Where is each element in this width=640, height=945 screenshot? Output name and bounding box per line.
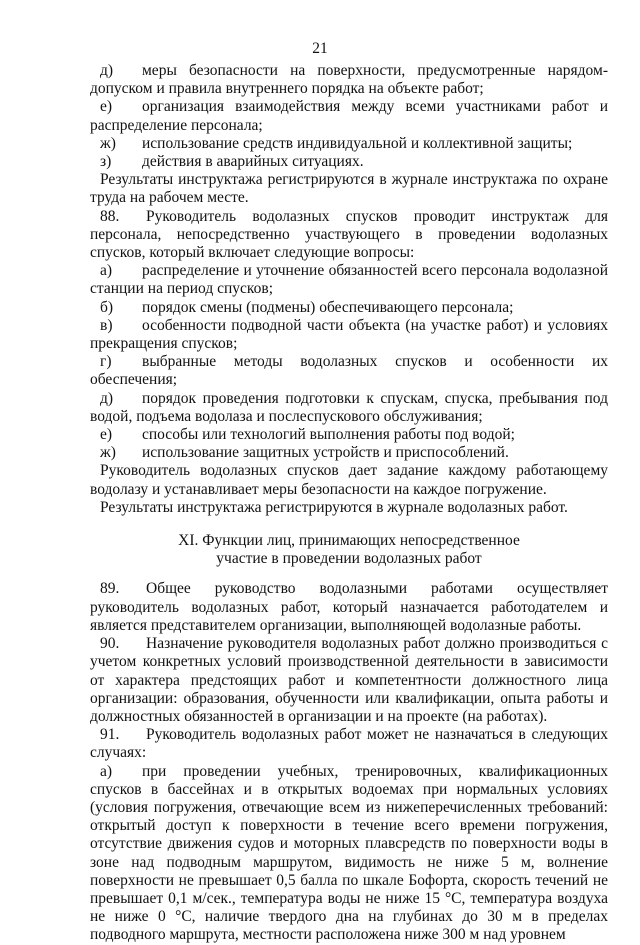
list-item-d: [90, 62, 608, 98]
list-item: [90, 262, 608, 298]
list-item-text: при проведении учебных, тренировочных, квалификационных спусков в бассейнах и в открытых водоемах при нормальных условиях (условия погружения, отвечающие всем из нижеперечисленных требований: открытый доступ к поверхности в течение всего времени погружения, отсутствие движения судов и моторных плавсредств по поверхности воды в зоне над подводным маршрутом, видимость не ниже 5 м, волнение поверхности не превышает 0,5 балла по шкале Бофорта, скорость течений не превышает 0,1 м/сек., температура воды не ниже 15 °С, температура воздуха не ниже 0 °С, наличие твердого дна на глубинах до 30 м в пределах подводного маршрута, местности расположена ниже 300 м над уровнем: [90, 762, 608, 944]
list-marker: ж): [100, 134, 116, 152]
paragraph-text: Руководитель водолазных спусков проводит инструктаж для персонала, непосредственно участвующего в проведении водолазных спусков, который включает следующие вопросы:: [90, 207, 608, 262]
list-item-text: выбранные методы водолазных спусков и особенности их обеспечения;: [90, 353, 608, 389]
list-item: [90, 299, 608, 317]
list-marker: д): [100, 62, 114, 79]
list-item-text: особенности подводной части объекта (на участке работ) и условиях прекращения спусков;: [90, 316, 608, 353]
task-paragraph: Руководитель водолазных спусков дает задание каждому работающему водолазу и устанавливает меры безопасности на каждое погружение.: [90, 462, 608, 498]
list-item: [90, 444, 608, 462]
list-item-text: использование защитных устройств и приспособлений.: [142, 444, 509, 462]
paragraph-88: [90, 208, 608, 263]
paragraph-91: [90, 726, 608, 762]
spacer: [90, 568, 608, 580]
list-marker: е): [100, 98, 113, 116]
list-item-text: порядок проведения подготовки к спускам, спуска, пребывания под водой, подъема водолаза и послеспускового обслуживания;: [90, 389, 608, 425]
list-marker: а): [100, 762, 113, 780]
list-item-e: [90, 98, 608, 134]
list-item-text: действия в аварийных ситуациях.: [142, 153, 364, 171]
section-title-line-2: участие в проведении водолазных работ: [216, 550, 482, 568]
list-item: [90, 390, 608, 426]
list-marker: е): [100, 426, 113, 444]
paragraph-89: [90, 580, 608, 635]
paragraph-text: Назначение руководителя водолазных работ должно производиться с учетом конкретных условий производственной деятельности в зависимости от характера предстоящих работ и компетентности должностного лица организации: образования, обученности или квалификации, опыта работы и должностных обязанностей в организации и на проекте (на работах).: [90, 635, 608, 725]
page-number: 21: [312, 40, 328, 57]
list-item-text: распределение и уточнение обязанностей всего персонала водолазной станции на период спусков;: [90, 262, 608, 298]
paragraph-number: 88.: [100, 207, 120, 225]
list-marker: г): [100, 353, 112, 371]
paragraph-90: [90, 635, 608, 726]
results-paragraph-2: Результаты инструктажа регистрируются в журнале водолазных работ.: [100, 498, 568, 516]
section-title-line-1: XI. Функции лиц, принимающих непосредственное: [178, 532, 520, 550]
paragraph-text: Руководитель водолазных работ может не назначаться в следующих случаях:: [90, 726, 608, 762]
paragraph-text: Общее руководство водолазными работами осуществляет руководитель водолазных работ, который назначается работодателем и является представителем организации, выполняющей водолазные работы.: [90, 580, 608, 634]
list-item-text: меры безопасности на поверхности, предусмотренные нарядом-допуском и правила внутреннего порядка на объекте работ;: [90, 62, 608, 98]
list-item-a: [90, 763, 608, 945]
list-item: [90, 317, 608, 353]
list-item-text: порядок смены (подмены) обеспечивающего персонала;: [142, 298, 514, 316]
paragraph-number: 91.: [100, 726, 120, 744]
document-body: [90, 62, 608, 945]
list-item-zh: [90, 135, 608, 153]
list-marker: в): [100, 316, 113, 334]
paragraph-number: 90.: [100, 635, 120, 653]
list-item: [90, 426, 608, 444]
list-item-z: [90, 153, 608, 171]
list-marker: д): [100, 389, 114, 407]
list-marker: а): [100, 262, 113, 280]
list-item: [90, 353, 608, 389]
results-paragraph-1: Результаты инструктажа регистрируются в журнале инструктажа по охране труда на рабочем месте.: [90, 171, 608, 207]
list-item-text: использование средств индивидуальной и коллективной защиты;: [142, 134, 573, 152]
list-marker: ж): [100, 444, 116, 462]
list-marker: б): [100, 298, 114, 316]
list-item-text: способы или технологий выполнения работы под водой;: [142, 426, 515, 444]
paragraph-number: 89.: [100, 580, 120, 598]
list-item-text: организация взаимодействия между всеми участниками работ и распределение персонала;: [90, 98, 608, 134]
spacer: [90, 517, 608, 532]
list-marker: з): [100, 153, 112, 171]
